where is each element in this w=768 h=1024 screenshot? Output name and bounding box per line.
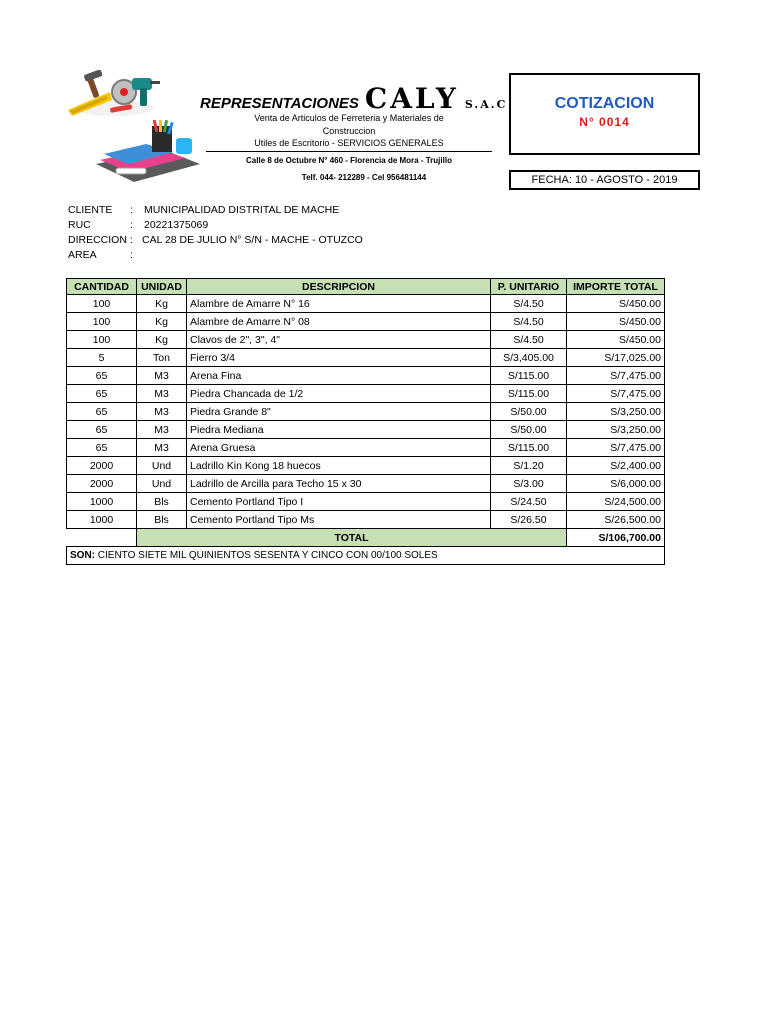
quote-title: COTIZACION [554,95,655,112]
table-row [67,457,665,475]
company-name [200,82,507,115]
tagline-line-2: Construccion [322,126,376,136]
colon: : [130,219,133,231]
area-row [68,249,144,261]
header-cantidad: CANTIDAD [67,279,137,295]
unidad-cell: Und [137,475,187,493]
cantidad-cell: 1000 [67,493,137,511]
p-unitario-cell: S/26.50 [491,511,567,529]
cantidad-cell: 2000 [67,457,137,475]
importe-total-cell: S/17,025.00 [567,349,665,367]
descripcion-cell: Cemento Portland Tipo Ms [187,511,491,529]
unidad-cell: Kg [137,295,187,313]
p-unitario-cell: S/50.00 [491,421,567,439]
descripcion-cell: Ladrillo Kin Kong 18 huecos [187,457,491,475]
table-row [67,313,665,331]
unidad-cell: M3 [137,385,187,403]
p-unitario-cell: S/115.00 [491,367,567,385]
table-row [67,295,665,313]
descripcion-cell: Arena Fina [187,367,491,385]
importe-total-cell: S/450.00 [567,313,665,331]
table-row [67,493,665,511]
table-row [67,403,665,421]
direccion-label: DIRECCION : [68,234,133,246]
client-row [68,204,339,216]
p-unitario-cell: S/4.50 [491,313,567,331]
importe-total-cell: S/7,475.00 [567,439,665,457]
importe-total-cell: S/6,000.00 [567,475,665,493]
table-row [67,385,665,403]
ruc-value: 20221375069 [144,219,209,231]
quote-table [66,278,665,565]
table-header-row [67,279,665,295]
header-unidad: UNIDAD [137,279,187,295]
colon: : [130,249,133,261]
unidad-cell: Bls [137,493,187,511]
importe-total-cell: S/26,500.00 [567,511,665,529]
descripcion-cell: Arena Gruesa [187,439,491,457]
colon: : [130,204,133,216]
p-unitario-cell: S/3.00 [491,475,567,493]
cantidad-cell: 65 [67,385,137,403]
p-unitario-cell: S/4.50 [491,295,567,313]
cliente-label: CLIENTE [68,204,113,216]
header-descripcion: DESCRIPCION [187,279,491,295]
table-row [67,349,665,367]
ruc-row [68,219,208,231]
son-cell [67,547,665,565]
area-label: AREA [68,249,97,261]
p-unitario-cell: S/115.00 [491,439,567,457]
son-text: CIENTO SIETE MIL QUINIENTOS SESENTA Y CINCO CON 00/100 SOLES [95,550,438,561]
importe-total-cell: S/7,475.00 [567,385,665,403]
unidad-cell: Kg [137,331,187,349]
unidad-cell: Kg [137,313,187,331]
p-unitario-cell: S/24.50 [491,493,567,511]
cliente-value: MUNICIPALIDAD DISTRITAL DE MACHE [144,204,340,216]
son-label: SON: [70,550,95,561]
table-row [67,367,665,385]
company-tagline [206,112,492,138]
descripcion-cell: Alambre de Amarre N° 08 [187,313,491,331]
cantidad-cell: 100 [67,295,137,313]
quote-number: N° 0014 [579,115,630,129]
descripcion-cell: Fierro 3/4 [187,349,491,367]
p-unitario-cell: S/50.00 [491,403,567,421]
quote-box [509,73,700,155]
cantidad-cell: 65 [67,421,137,439]
descripcion-cell: Alambre de Amarre N° 16 [187,295,491,313]
company-prefix: REPRESENTACIONES [200,95,359,112]
cantidad-cell: 1000 [67,511,137,529]
son-row [67,547,665,565]
header-p-unitario: P. UNITARIO [491,279,567,295]
descripcion-cell: Piedra Grande 8" [187,403,491,421]
unidad-cell: Ton [137,349,187,367]
importe-total-cell: S/450.00 [567,331,665,349]
cantidad-cell: 100 [67,331,137,349]
descripcion-cell: Cemento Portland Tipo I [187,493,491,511]
cantidad-cell: 65 [67,439,137,457]
total-label: TOTAL [137,529,567,547]
p-unitario-cell: S/115.00 [491,385,567,403]
importe-total-cell: S/2,400.00 [567,457,665,475]
company-phone: Telf. 044- 212289 - Cel 956481144 [301,173,427,182]
header-divider [206,151,492,152]
unidad-cell: M3 [137,367,187,385]
p-unitario-cell: S/3,405.00 [491,349,567,367]
cantidad-cell: 100 [67,313,137,331]
importe-total-cell: S/7,475.00 [567,367,665,385]
p-unitario-cell: S/4.50 [491,331,567,349]
table-row [67,331,665,349]
office-supplies-image [94,120,202,186]
unidad-cell: Bls [137,511,187,529]
cantidad-cell: 65 [67,367,137,385]
importe-total-cell: S/3,250.00 [567,421,665,439]
unidad-cell: Und [137,457,187,475]
descripcion-cell: Ladrillo de Arcilla para Techo 15 x 30 [187,475,491,493]
descripcion-cell: Piedra Chancada de 1/2 [187,385,491,403]
unidad-cell: M3 [137,439,187,457]
header-importe-total: IMPORTE TOTAL [567,279,665,295]
table-row [67,475,665,493]
p-unitario-cell: S/1.20 [491,457,567,475]
unidad-cell: M3 [137,421,187,439]
direccion-value: CAL 28 DE JULIO N° S/N - MACHE - OTUZCO [142,234,363,246]
cantidad-cell: 65 [67,403,137,421]
total-row [67,529,665,547]
company-address: Calle 8 de Octubre N° 460 - Florencia de Mora - Trujillo [246,156,452,165]
quote-date: FECHA: 10 - AGOSTO - 2019 [509,170,700,190]
total-value: S/106,700.00 [567,529,665,547]
company-suffix: S.A.C [464,98,508,111]
company-brand: CALY [364,82,459,115]
cantidad-cell: 5 [67,349,137,367]
importe-total-cell: S/3,250.00 [567,403,665,421]
table-row [67,511,665,529]
table-row [67,439,665,457]
tagline-line-3: Utiles de Escritorio - SERVICIOS GENERALES [254,138,444,148]
total-spacer [67,529,137,547]
direccion-row [68,234,363,246]
descripcion-cell: Piedra Mediana [187,421,491,439]
importe-total-cell: S/450.00 [567,295,665,313]
importe-total-cell: S/24,500.00 [567,493,665,511]
tagline-line-1: Venta de Articulos de Ferreteria y Materiales de [254,113,444,123]
tools-image [66,70,162,120]
table-row [67,421,665,439]
descripcion-cell: Clavos de 2", 3", 4" [187,331,491,349]
cantidad-cell: 2000 [67,475,137,493]
unidad-cell: M3 [137,403,187,421]
ruc-label: RUC [68,219,91,231]
